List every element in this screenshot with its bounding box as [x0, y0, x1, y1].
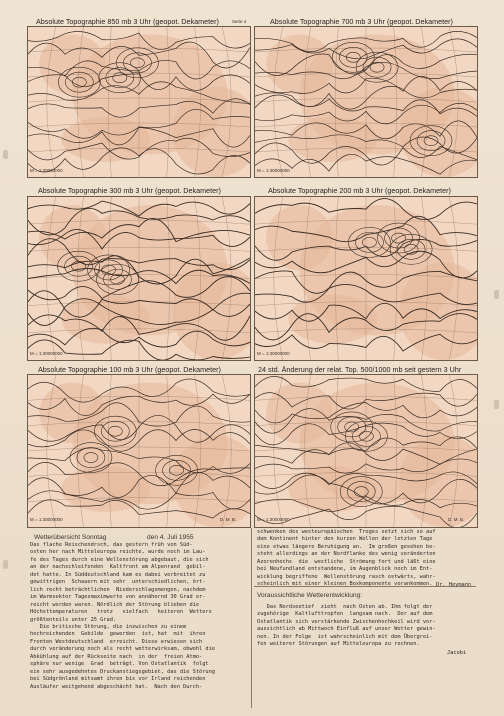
text-line: Höchsttemperaturen trotz vielfach heiteren Wetters	[30, 609, 212, 616]
text-line: Azorenhochs die westliche Strömung fort und läßt eine	[257, 558, 436, 565]
punch-hole	[3, 560, 8, 569]
text-line: wicklung begriffene Wellenstörung rasch ostwärts, wahr-	[257, 573, 436, 580]
map-graphic	[28, 27, 250, 177]
text-line: an der nachschleifenden Kaltfront am Alpenrand gebil-	[30, 564, 206, 571]
text-line: Das Nordseetief zieht nach Osten ab. Ihm folgt der	[257, 604, 433, 610]
text-line: im Warmsektor Tagesmaximwerte von annähernd 30 Grad er-	[30, 594, 206, 601]
punch-hole	[494, 290, 499, 299]
text-line: Fronten Westdeutschland erreicht. Diese erwiesen sich	[30, 638, 203, 645]
text-line: Das flache Reischendrsch, das gestern früh von Süd-	[30, 542, 193, 548]
weather-overview-date: den 4. Juli 1955	[147, 534, 194, 541]
text-line: dem Kontinent hinter den kurzen Wellen der letzten Tage	[257, 536, 433, 543]
text-line: Die britische Störung, die inzwischen zu einem	[30, 623, 187, 630]
text-line: schwenken des westeuropäischen Troges setzt sich so auf	[257, 529, 436, 535]
weather-overview-right-text	[257, 529, 436, 589]
map-scale: M = 1:30000000	[257, 517, 290, 522]
text-line: scheinlich mit einer kleinen Boxkomponente vorankommen.	[257, 581, 433, 588]
text-line: eine etwas längere Beruhigung an. Im großen gesehen be-	[257, 543, 436, 550]
text-line: durch veränderung noch als recht wetterwirksam, obwohl die	[30, 646, 215, 653]
text-line: nen. In der Folge ist wahrscheinlich mit dem Übergrei-	[257, 633, 433, 640]
text-line: bei Neufundland entstandene, im Augenblick noch im Ent-	[257, 566, 433, 573]
column-divider	[251, 528, 252, 708]
map-title: 24 std. Änderung der relat. Top. 500/1000 mb seit gestern 3 Uhr	[258, 365, 462, 374]
text-line: osten her nach Mitteleuropa reichte, wurde noch im Lau-	[30, 549, 206, 556]
text-line: reicht worden waren. Nördlich der Störung blieben die	[30, 601, 200, 608]
weather-overview-heading: Wetterübersicht Sonntag	[34, 534, 107, 541]
map-title: Absolute Topographie 100 mb 3 Uhr (geopot. Dekameter)	[38, 365, 221, 374]
text-line: fen weiterer Störungen auf Mitteleuropa zu rechnen.	[257, 641, 420, 648]
map-title: Absolute Topographie 700 mb 3 Uhr (geopot. Dekameter)	[270, 17, 453, 26]
forecast-heading: Voraussichtliche Wetterentwicklung:	[257, 592, 363, 599]
text-line: lich recht beträchtlichen Niederschlagsmengen, nachdem	[30, 586, 206, 593]
weather-map-200	[254, 196, 478, 361]
map-scale: M = 1:30000000	[257, 168, 290, 173]
map-title: Absolute Topographie 200 mb 3 Uhr (geopot. Dekameter)	[268, 186, 451, 195]
stamp: D. M. B.	[448, 517, 465, 522]
map-graphic	[28, 375, 250, 527]
map-scale: M = 1:30000000	[30, 517, 63, 522]
series-label: Serie 4	[232, 19, 247, 24]
text-line: Ostatlantik sich verstärkende Zwischenhochkeil wird vor-	[257, 618, 436, 625]
text-line: hochreichenden Gebilde geworden ist, hat mit ihren	[30, 631, 206, 638]
stamp: D. M. B.	[220, 517, 237, 522]
text-line: ein sehr ausgedehntes Druckanstiegsgebiet, das die Störung	[30, 668, 215, 675]
forecast-text	[257, 604, 436, 649]
punch-hole	[3, 150, 8, 159]
text-line: Abkühlung auf der Rückseite nach in der freien Atmo-	[30, 653, 203, 660]
map-scale: M = 1:30000000	[30, 168, 63, 173]
map-title: Absolute Topographie 850 mb 3 Uhr (geopot. Dekameter)	[36, 17, 219, 26]
text-line: det hatte. In Süddeutschland kam es dabei verbreitet zu	[30, 571, 206, 578]
map-title: Absolute Topographie 300 mb 3 Uhr (geopot. Dekameter)	[38, 186, 221, 195]
signature: Jacobi	[447, 650, 467, 656]
text-line: zugehörige Kaltlufttropfen langsam nach. Der auf dem	[257, 611, 433, 618]
text-line: größtenteils unter 25 Grad.	[30, 616, 117, 623]
map-scale: M = 1:30000000	[257, 351, 290, 356]
text-line: gewittrigen Schauern mit sehr unterschiedlichen, ört-	[30, 579, 206, 586]
punch-hole	[494, 400, 499, 409]
weather-map-700	[254, 26, 478, 178]
weather-map-relative-topography	[254, 374, 478, 528]
weather-map-100	[27, 374, 251, 528]
text-line: aussichtlich ab Mittwoch Einfluß auf unser Wetter gewin-	[257, 626, 436, 633]
map-graphic	[255, 27, 477, 177]
weather-overview-left-text	[30, 542, 215, 691]
text-line: bei Südgrönland mitsamt ihren bis vor Irland reichenden	[30, 676, 206, 683]
weather-map-850	[27, 26, 251, 178]
text-line: steht allerdings an der Nordflanke des wenig veränderten	[257, 551, 436, 558]
map-scale: M = 1:30000000	[30, 351, 63, 356]
map-graphic	[255, 375, 477, 527]
weather-map-300	[27, 196, 251, 361]
text-line: fe des Tages durch eine Wellenstörung abgebaut, die sich	[30, 556, 209, 563]
map-graphic	[255, 197, 477, 360]
signature: Dr. Heymann	[436, 582, 472, 588]
text-line: sphäre nur wenige Grad beträgt. Von Ostatlantik folgt	[30, 661, 209, 668]
map-graphic	[28, 197, 250, 360]
text-line: Ausläufer weitgehend abgeschächt hat. Nach den Durch-	[30, 683, 203, 690]
